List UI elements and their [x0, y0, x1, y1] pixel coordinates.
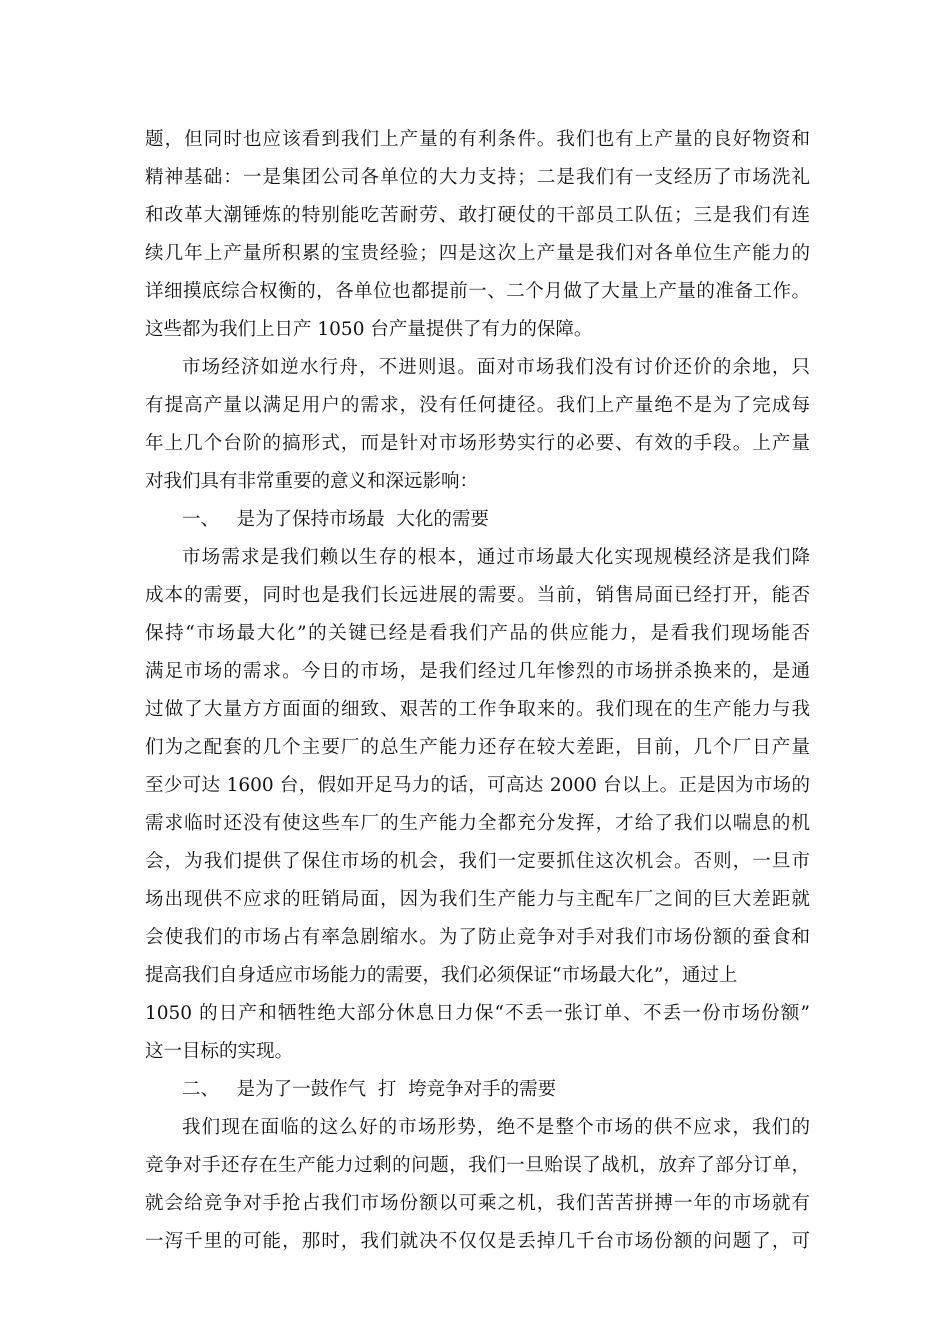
section-heading: 一、 是为了保持市场最 大化的需要: [182, 509, 489, 530]
document-page: [145, 121, 810, 1261]
text-line: 需求临时还没有使这些车厂的生产能力全都充分发挥，才给了我们以喘息的机: [145, 813, 810, 834]
text-line: 这些都为我们上日产 1050 台产量提供了有力的保障。: [145, 319, 593, 340]
text-line: 竞争对手还存在生产能力过剩的问题，我们一旦贻误了战机，放弃了部分订单，: [145, 1155, 810, 1176]
text-line: 年上几个台阶的搞形式，而是针对市场形势实行的必要、有效的手段。上产量: [145, 433, 810, 454]
text-line: 会，为我们提供了保住市场的机会，我们一定要抓住这次机会。否则，一旦市: [145, 851, 810, 872]
text-line: 们为之配套的几个主要厂的总生产能力还存在较大差距，目前，几个厂日产量: [145, 737, 810, 758]
text-line: 市场需求是我们赖以生存的根本，通过市场最大化实现规模经济是我们降: [182, 547, 810, 568]
text-line: 过做了大量方方面面的细致、艰苦的工作争取来的。我们现在的生产能力与我: [145, 699, 810, 720]
text-line: 就会给竞争对手抢占我们市场份额以可乘之机，我们苦苦拼搏一年的市场就有: [145, 1193, 810, 1214]
text-line: 和改革大潮锤炼的特别能吃苦耐劳、敢打硬仗的干部员工队伍；三是我们有连: [145, 205, 810, 226]
text-line: 这一目标的实现。: [145, 1041, 294, 1062]
text-line: 提高我们自身适应市场能力的需要，我们必须保证“市场最大化”，通过上: [145, 965, 738, 986]
text-line: 满足市场的需求。今日的市场，是我们经过几年惨烈的市场拼杀换来的，是通: [145, 661, 810, 682]
text-line: 成本的需要，同时也是我们长远进展的需要。当前，销售局面已经打开，能否: [145, 585, 810, 606]
text-line: 详细摸底综合权衡的，各单位也都提前一、二个月做了大量上产量的准备工作。: [145, 281, 810, 302]
text-line: 续几年上产量所积累的宝贵经验；四是这次上产量是我们对各单位生产能力的: [145, 243, 810, 264]
text-line: 有提高产量以满足用户的需求，没有任何捷径。我们上产量绝不是为了完成每: [145, 395, 810, 416]
text-line: 题，但同时也应该看到我们上产量的有利条件。我们也有上产量的良好物资和: [145, 129, 810, 150]
text-line: 精神基础：一是集团公司各单位的大力支持；二是我们有一支经历了市场洗礼: [145, 167, 810, 188]
text-line: 市场经济如逆水行舟，不进则退。面对市场我们没有讨价还价的余地，只: [182, 357, 810, 378]
section-heading: 二、 是为了一鼓作气 打 垮竞争对手的需要: [182, 1079, 557, 1100]
text-line: 场出现供不应求的旺销局面，因为我们生产能力与主配车厂之间的巨大差距就: [145, 889, 810, 910]
text-line: 我们现在面临的这么好的市场形势，绝不是整个市场的供不应求，我们的: [182, 1117, 810, 1138]
text-line: 1050 的日产和牺牲绝大部分休息日力保“不丢一张订单、不丢一份市场份额”: [145, 1003, 810, 1024]
text-line: 对我们具有非常重要的意义和深远影响：: [145, 471, 479, 492]
text-line: 至少可达 1600 台，假如开足马力的话，可高达 2000 台以上。正是因为市场的: [145, 775, 810, 796]
text-line: 一泻千里的可能，那时，我们就决不仅仅是丢掉几千台市场份额的问题了，可: [145, 1231, 810, 1252]
text-line: 会使我们的市场占有率急剧缩水。为了防止竞争对手对我们市场份额的蚕食和: [145, 927, 810, 948]
text-line: 保持“市场最大化”的关键已经是看我们产品的供应能力，是看我们现场能否: [145, 623, 810, 644]
